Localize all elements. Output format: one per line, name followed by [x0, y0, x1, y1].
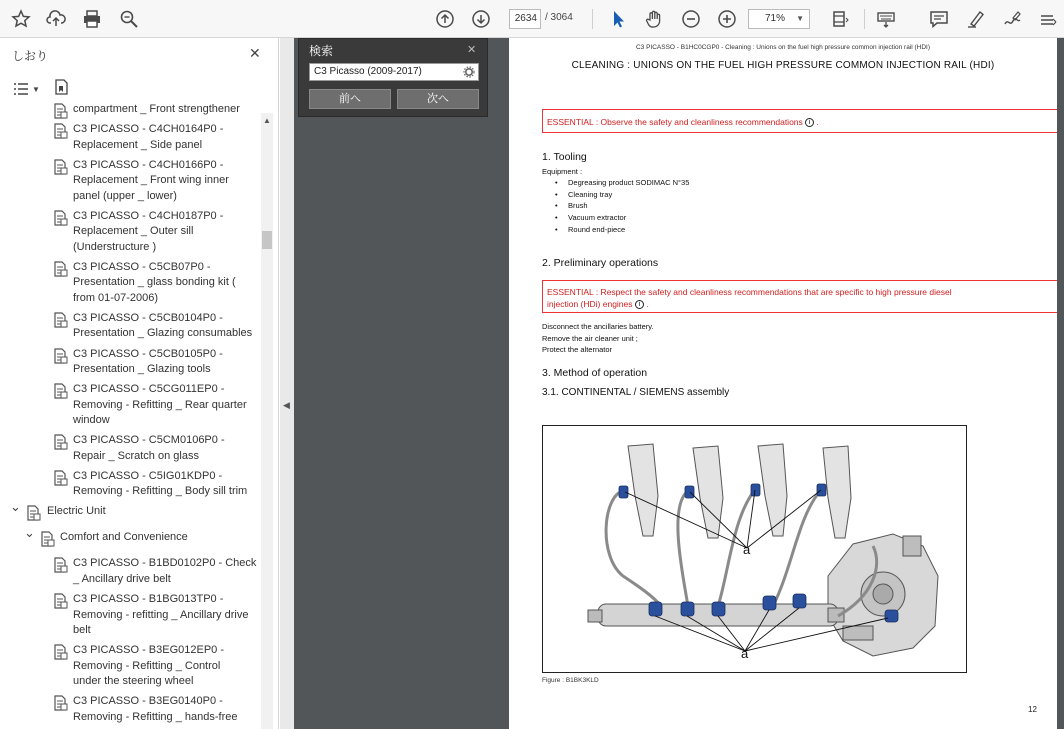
- bookmark-label-line: C3 PICASSO - C4CH0187P0 -: [73, 209, 224, 222]
- list-item: • Round end-piece: [555, 224, 689, 236]
- list-item: • Brush: [555, 200, 689, 212]
- bookmark-label-line: Replacement _ Outer sill: [73, 225, 194, 238]
- bookmark-item[interactable]: [0, 556, 262, 591]
- bookmark-label-line: _ Ancillary drive belt: [73, 572, 171, 585]
- bookmark-label-line: under the steering wheel: [73, 675, 194, 688]
- bookmark-item[interactable]: [0, 643, 262, 694]
- bookmark-label-line: C3 PICASSO - C4CH0164P0 -: [73, 123, 224, 135]
- more-icon[interactable]: [1036, 7, 1060, 31]
- list-item: Protect the alternator: [542, 345, 613, 354]
- bookmark-label-line: from 01-07-2006): [73, 291, 158, 304]
- bookmark-item[interactable]: [0, 382, 262, 433]
- scroll-thumb[interactable]: [262, 231, 272, 249]
- bookmark-label: [73, 260, 262, 307]
- page-title: CLEANING : UNIONS ON THE FUEL HIGH PRESSURE COMMON INJECTION RAIL (HDI): [571, 60, 995, 71]
- figure-caption: Figure : B1BK3KLD: [542, 677, 599, 684]
- bookmark-page-icon: [26, 505, 41, 521]
- chevron-left-icon: ◀: [283, 400, 290, 410]
- panel-title: しおり: [12, 49, 49, 63]
- bookmark-label: [73, 209, 262, 256]
- bookmark-label-line: belt: [73, 624, 91, 636]
- bookmark-label: [47, 504, 262, 520]
- essential-text: injection (HDi) engines: [547, 299, 633, 309]
- keyboard-icon[interactable]: [874, 7, 898, 31]
- page-up-icon[interactable]: [433, 7, 457, 31]
- bookmark-label-line: Removing - Refitting _ Rear quarter: [73, 398, 247, 411]
- page-number-input[interactable]: 2634: [509, 9, 541, 29]
- bookmark-label-line: Replacement _ Front wing inner: [73, 174, 229, 187]
- essential-note-1: ESSENTIAL : Observe the safety and cleanliness recommendations i .: [542, 109, 1057, 133]
- list-item: • Vacuum extractor: [555, 212, 689, 224]
- bookmark-label-line: C3 PICASSO - C4CH0166P0 -: [73, 158, 224, 171]
- injection-rail-illustration: [543, 426, 968, 674]
- bookmarks-panel: [0, 38, 279, 729]
- bookmark-label-line: C3 PICASSO - C5IG01KDP0 -: [73, 469, 223, 482]
- bookmark-item[interactable]: [0, 694, 262, 729]
- bookmark-page-icon: [53, 470, 68, 486]
- toolbar: [0, 0, 1064, 38]
- bookmark-label-line: Comfort and Convenience: [60, 531, 188, 544]
- chevron-down-icon[interactable]: ⌄: [10, 499, 21, 515]
- bookmark-page-icon: [53, 312, 68, 328]
- bookmark-item[interactable]: [0, 347, 262, 382]
- preliminary-steps: [542, 321, 654, 356]
- bookmark-label: [73, 102, 262, 118]
- essential-label: ESSENTIAL :: [547, 287, 599, 297]
- comment-icon[interactable]: [927, 7, 951, 31]
- fit-page-icon[interactable]: [828, 7, 852, 31]
- prev-result-button[interactable]: 前へ: [309, 89, 391, 109]
- page-total: / 3064: [545, 12, 573, 23]
- upload-icon[interactable]: [44, 7, 68, 31]
- search-title: 検索: [309, 44, 334, 58]
- essential-note-2: ESSENTIAL : Respect the safety and cleanliness recommendations that are specific to high pressure diesel injection (HDi) engines i .: [542, 280, 1057, 313]
- document-area: [294, 38, 1064, 729]
- bookmark-page-icon: [53, 434, 68, 450]
- essential-text: Observe the safety and cleanliness recommendations: [598, 117, 803, 127]
- bookmark-page-icon: [53, 644, 68, 660]
- list-item: • Degreasing product SODIMAC N°35: [555, 177, 689, 189]
- bookmark-page-icon: [53, 103, 68, 119]
- chevron-down-icon: ▼: [796, 14, 804, 23]
- search-query: C3 Picasso (2009-2017): [314, 66, 422, 77]
- bookmark-item[interactable]: [0, 592, 262, 643]
- injection-rail-figure: [542, 425, 967, 673]
- page-down-icon[interactable]: [469, 7, 493, 31]
- bookmark-label: [73, 158, 262, 205]
- chevron-down-icon[interactable]: ⌄: [24, 525, 35, 541]
- highlight-icon[interactable]: [964, 7, 988, 31]
- bookmark-label-line: C3 PICASSO - C5CM0106P0 -: [73, 434, 225, 447]
- scroll-up-icon[interactable]: ▲: [263, 116, 271, 125]
- bookmark-page-icon: [53, 383, 68, 399]
- bookmark-label-line: Presentation _ Glazing consumables: [73, 327, 253, 340]
- bookmark-label-line: C3 PICASSO - C5CB0105P0 -: [73, 347, 223, 360]
- select-cursor-icon[interactable]: [606, 7, 630, 31]
- bookmark-label-line: Presentation _ Glazing tools: [73, 363, 211, 375]
- equipment-list: [555, 177, 689, 236]
- bookmark-page-icon: [53, 261, 68, 277]
- bookmark-label: [73, 643, 262, 690]
- zoom-search-icon[interactable]: [117, 7, 141, 31]
- bookmark-label: [73, 592, 262, 639]
- fig-label-a: a: [741, 646, 749, 661]
- bookmark-label-line: panel (upper _ lower): [73, 189, 177, 202]
- panel-collapse-handle[interactable]: [280, 38, 294, 729]
- fig-label-a: a: [743, 542, 751, 557]
- bookmark-page-icon: [53, 123, 68, 139]
- bookmark-item[interactable]: [0, 122, 262, 157]
- list-item: Remove the air cleaner unit ;: [542, 333, 638, 343]
- bookmark-label-line: Replacement _ Side panel: [73, 138, 203, 151]
- bookmark-label-line: C3 PICASSO - B3EG012EP0 -: [73, 644, 225, 657]
- equipment-label: Equipment :: [542, 167, 583, 176]
- pdf-page: [509, 38, 1057, 729]
- bookmark-label-line: Removing - Refitting _ Control: [73, 659, 221, 672]
- bookmark-label-line: Removing - refitting _ Ancillary drive: [73, 608, 249, 621]
- bookmark-label: [73, 122, 262, 153]
- hand-icon[interactable]: [642, 7, 666, 31]
- bookmark-item[interactable]: [0, 158, 262, 209]
- zoom-out-icon[interactable]: [679, 7, 703, 31]
- bookmark-page-icon: [53, 593, 68, 609]
- bookmark-item[interactable]: [0, 499, 262, 524]
- bookmark-label-line: Repair _ Scratch on glass: [73, 449, 199, 462]
- bookmark-page-icon: [53, 159, 68, 175]
- bookmark-page-icon: [53, 557, 68, 573]
- bookmark-item[interactable]: [0, 209, 262, 260]
- bookmark-item[interactable]: [0, 469, 262, 504]
- bookmark-tree: [0, 103, 262, 729]
- section-method: 3. Method of operation: [542, 367, 648, 379]
- bookmark-label: [60, 530, 262, 546]
- essential-text: Respect the safety and cleanliness recommendations that are specific to high pressure diesel: [598, 287, 952, 297]
- bookmark-item[interactable]: [0, 311, 262, 346]
- section-preliminary: 2. Preliminary operations: [542, 257, 659, 269]
- gear-icon[interactable]: [463, 66, 475, 78]
- close-icon[interactable]: ✕: [249, 45, 261, 61]
- search-input[interactable]: [309, 63, 479, 81]
- toolbar-divider: [592, 9, 593, 29]
- bookmark-label: [73, 382, 262, 429]
- list-item: Disconnect the ancillaries battery.: [542, 322, 654, 331]
- bookmark-label: [73, 347, 262, 378]
- info-icon[interactable]: i: [805, 118, 814, 127]
- toolbar-divider: [864, 9, 865, 29]
- bookmark-label-line: compartment _ Front strengthener: [73, 103, 240, 115]
- bookmark-tools: [12, 78, 70, 100]
- bookmark-item[interactable]: [0, 433, 262, 468]
- bookmark-label-line: C3 PICASSO - B1BG013TP0 -: [73, 593, 224, 605]
- zoom-value: 71%: [765, 13, 786, 24]
- bookmark-label-line: (Understructure ): [73, 240, 157, 253]
- add-bookmark-icon[interactable]: [52, 78, 70, 101]
- page-header: C3 PICASSO - B1HC0CGP0 - Cleaning : Unions on the fuel high pressure common injection rail (HDI): [635, 44, 931, 51]
- bookmark-page-icon: [53, 695, 68, 711]
- bookmark-label-line: Removing - Refitting _ hands-free: [73, 710, 238, 723]
- section-tooling: 1. Tooling: [542, 151, 587, 163]
- bookmark-item[interactable]: [0, 525, 262, 550]
- search-panel: [298, 38, 488, 117]
- list-item: • Cleaning tray: [555, 189, 689, 201]
- bookmark-label-line: C3 PICASSO - C5CB07P0 -: [73, 260, 211, 273]
- bookmark-label: [73, 311, 262, 342]
- bookmark-page-icon: [53, 348, 68, 364]
- sidebar-scrollbar[interactable]: [261, 113, 273, 729]
- bookmark-page-icon: [40, 531, 55, 547]
- bookmark-label-line: Removing - Refitting _ Body sill trim: [73, 485, 248, 498]
- star-icon[interactable]: [9, 7, 33, 31]
- bookmark-label: [73, 556, 262, 587]
- zoom-select[interactable]: [748, 9, 810, 29]
- close-icon[interactable]: ✕: [467, 44, 477, 56]
- bookmark-item[interactable]: [0, 102, 262, 122]
- zoom-in-icon[interactable]: [715, 7, 739, 31]
- subsection-assembly: 3.1. CONTINENTAL / SIEMENS assembly: [542, 387, 730, 398]
- bookmark-label-line: C3 PICASSO - C5CG011EP0 -: [73, 383, 225, 396]
- bookmark-label-line: Presentation _ glass bonding kit (: [73, 276, 236, 289]
- options-menu-icon[interactable]: ▼: [12, 80, 40, 98]
- bookmark-label-line: C3 PICASSO - B3EG0140P0 -: [73, 695, 223, 708]
- bookmark-label-line: C3 PICASSO - C5CB0104P0 -: [73, 311, 223, 324]
- info-icon[interactable]: i: [635, 300, 644, 309]
- bookmark-label-line: window: [73, 414, 110, 427]
- next-result-button[interactable]: 次へ: [397, 89, 479, 109]
- page-number: 12: [1028, 705, 1037, 714]
- bookmark-label: [73, 469, 262, 500]
- bookmark-label-line: C3 PICASSO - B1BD0102P0 - Check: [73, 557, 257, 570]
- print-icon[interactable]: [80, 7, 104, 31]
- essential-label: ESSENTIAL :: [547, 117, 599, 127]
- bookmark-item[interactable]: [0, 260, 262, 311]
- bookmark-label: [73, 433, 262, 464]
- sign-icon[interactable]: [1000, 7, 1024, 31]
- bookmark-page-icon: [53, 210, 68, 226]
- bookmark-label: [73, 694, 262, 725]
- bookmark-label-line: Electric Unit: [47, 505, 106, 518]
